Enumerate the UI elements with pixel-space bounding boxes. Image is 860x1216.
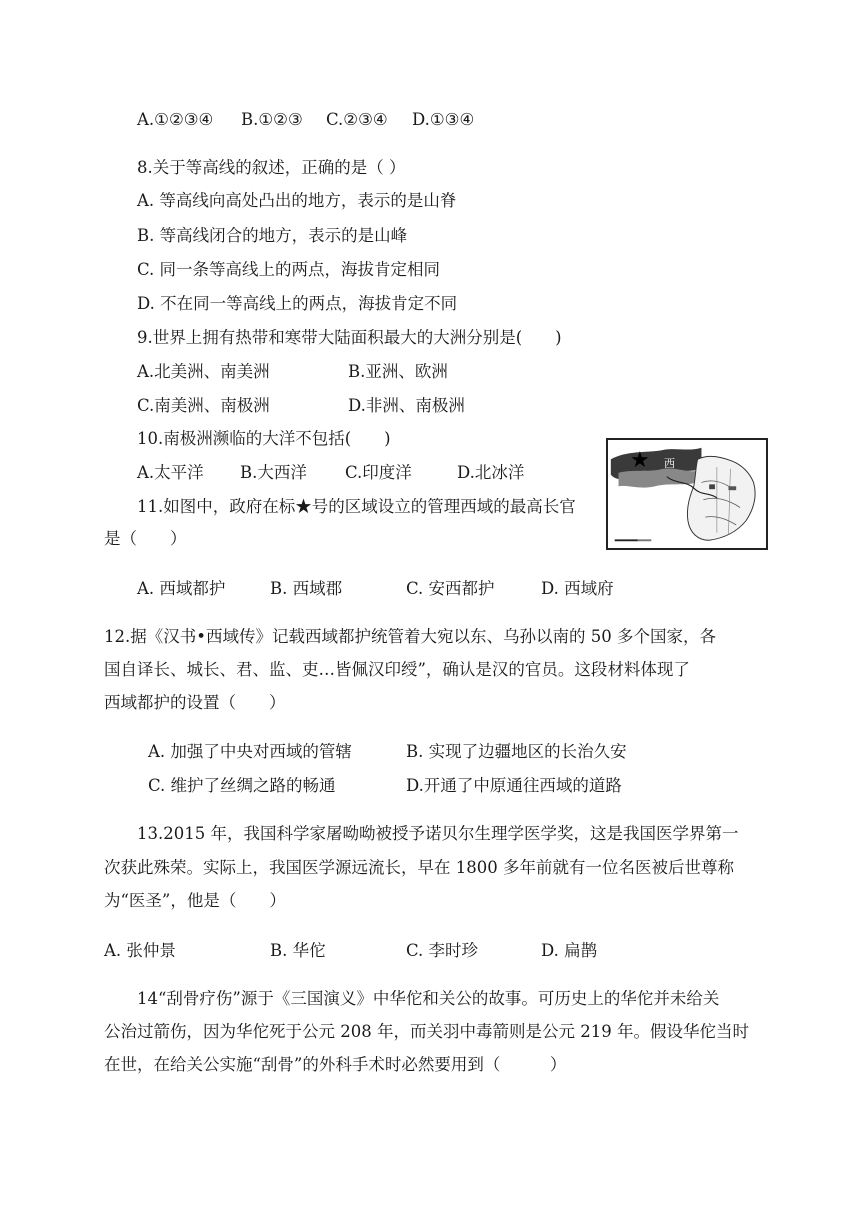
q11-stem-line1: 11.如图中，政府在标★号的区域设立的管理西域的最高长官 [137, 497, 576, 516]
q13-option-d: D. 扁鹊 [541, 941, 598, 960]
map-label-west: 西 [664, 457, 675, 470]
q13-line2: 次获此殊荣。实际上，我国医学源远流长，早在 1800 多年前就有一位名医被后世尊称 [104, 858, 734, 877]
q9-stem: 9.世界上拥有热带和寒带大陆面积最大的大洲分别是( ) [137, 328, 562, 347]
q11-option-b: B. 西域郡 [270, 579, 343, 598]
q12-line1: 12.据《汉书•西域传》记载西域都护统管着大宛以东、乌孙以南的 50 多个国家，各 [104, 627, 716, 646]
star-marker: ★ [630, 448, 650, 473]
q12-option-d: D.开通了中原通往西域的道路 [406, 776, 622, 795]
q7-option-b: B.①②③ [241, 110, 303, 129]
q12-option-c: C. 维护了丝绸之路的畅通 [148, 776, 336, 795]
q9-option-a: A.北美洲、南美洲 [137, 362, 270, 381]
q13-line3: 为“医圣”，他是（ ） [104, 891, 286, 910]
q12-line3: 西域都护的设置（ ） [104, 693, 286, 712]
q11-option-c: C. 安西都护 [406, 579, 495, 598]
q9-option-d: D.非洲、南极洲 [348, 396, 465, 415]
q12-option-a: A. 加强了中央对西域的管辖 [148, 742, 352, 761]
q13-option-a: A. 张仲景 [104, 941, 176, 960]
q13-option-b: B. 华佗 [270, 941, 326, 960]
western-regions-map [606, 438, 768, 550]
q10-option-a: A.太平洋 [137, 463, 204, 482]
q8-stem: 8.关于等高线的叙述，正确的是（ ） [137, 158, 406, 177]
q14-line1: 14“刮骨疗伤”源于《三国演义》中华佗和关公的故事。可历史上的华佗并未给关 [137, 989, 720, 1008]
q9-option-c: C.南美洲、南极洲 [137, 396, 270, 415]
q7-option-c: C.②③④ [326, 110, 388, 129]
q13-line1: 13.2015 年，我国科学家屠呦呦被授予诺贝尔生理学医学奖，这是我国医学界第一 [137, 824, 739, 843]
q8-option-d: D. 不在同一等高线上的两点，海拔肯定不同 [137, 294, 458, 313]
q8-option-b: B. 等高线闭合的地方，表示的是山峰 [137, 226, 408, 245]
q14-line3: 在世，在给关公实施“刮骨”的外科手术时必然要用到（ ） [104, 1055, 567, 1074]
q8-option-a: A. 等高线向高处凸出的地方，表示的是山脊 [137, 191, 457, 210]
q12-option-b: B. 实现了边疆地区的长治久安 [406, 742, 627, 761]
q10-option-c: C.印度洋 [345, 463, 412, 482]
q10-option-b: B.大西洋 [240, 463, 307, 482]
q11-option-a: A. 西域都护 [137, 579, 226, 598]
q11-option-d: D. 西域府 [541, 579, 614, 598]
q13-option-c: C. 李时珍 [406, 941, 479, 960]
q8-option-c: C. 同一条等高线上的两点，海拔肯定相同 [137, 260, 441, 279]
q11-stem-line2: 是（ ） [104, 529, 187, 548]
q7-option-d: D.①③④ [412, 110, 475, 129]
q10-stem: 10.南极洲濒临的大洋不包括( ) [137, 429, 391, 448]
q9-option-b: B.亚洲、欧洲 [348, 362, 448, 381]
q14-line2: 公治过箭伤，因为华佗死于公元 208 年，而关羽中毒箭则是公元 219 年。假设华佗当时 [104, 1022, 749, 1041]
q10-option-d: D.北冰洋 [457, 463, 525, 482]
q7-option-a: A.①②③④ [137, 110, 214, 129]
q12-line2: 国自译长、城长、君、监、吏…皆佩汉印绶”，确认是汉的官员。这段材料体现了 [104, 660, 690, 679]
